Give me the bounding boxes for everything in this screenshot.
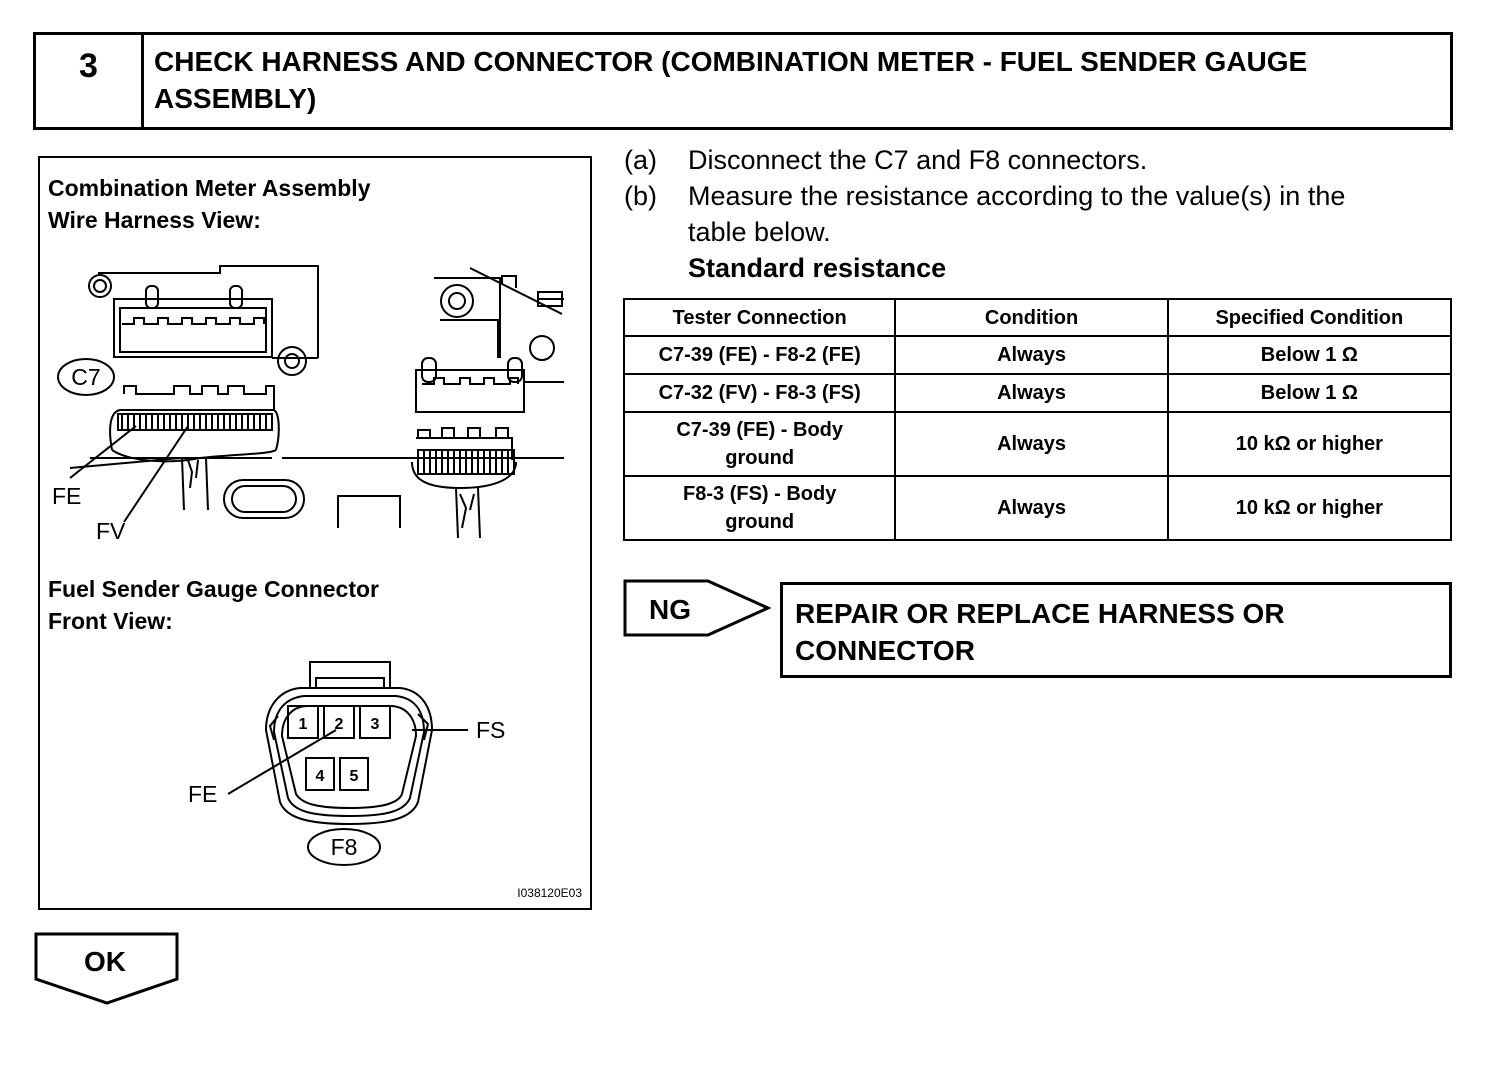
ng-arrow-shape xyxy=(625,581,768,635)
ng-action-box xyxy=(780,582,1452,678)
pin-2-label: 2 xyxy=(334,716,344,733)
cell-specified: Below 1 Ω xyxy=(1168,374,1451,412)
table-row xyxy=(624,412,1451,476)
instruction-b-line2: table below. xyxy=(688,217,831,247)
cell-specified: 10 kΩ or higher xyxy=(1168,412,1451,476)
fs-label: FS xyxy=(476,717,506,743)
instruction-a xyxy=(624,142,1454,178)
sender-title-line2: Front View: xyxy=(48,608,173,634)
cell-connection: C7-39 (FE) - F8-2 (FE) xyxy=(624,336,895,374)
image-code: I038120E03 xyxy=(517,886,582,900)
instruction-a-text: Disconnect the C7 and F8 connectors. xyxy=(688,145,1148,175)
instruction-b-label: (b) xyxy=(624,181,657,211)
header-specified-condition: Specified Condition xyxy=(1168,299,1451,336)
cell-connection-line2: ground xyxy=(725,511,795,533)
ng-action-line2: CONNECTOR xyxy=(795,635,975,666)
fe-leader-line xyxy=(70,426,136,478)
cell-connection-line1: C7-39 (FE) - Body xyxy=(676,419,844,441)
cell-connection-line1: F8-3 (FS) - Body xyxy=(683,483,837,505)
pin-3-label: 3 xyxy=(370,716,380,733)
connector-figure xyxy=(38,156,592,910)
step-header xyxy=(33,32,1453,130)
table-header-row xyxy=(624,299,1451,336)
table-row xyxy=(624,374,1451,412)
instruction-b xyxy=(624,178,1454,250)
connector-drawing xyxy=(40,158,594,912)
pin-1-label: 1 xyxy=(298,716,308,733)
instructions xyxy=(624,142,1454,286)
standard-resistance-heading: Standard resistance xyxy=(688,253,947,283)
ok-arrow-tag xyxy=(33,931,181,1007)
f8-upper-connector-drawing xyxy=(282,268,564,538)
pin-5-label: 5 xyxy=(349,768,359,785)
table-row xyxy=(624,476,1451,540)
fe-top-label: FE xyxy=(52,483,82,509)
ok-label: OK xyxy=(84,946,126,977)
cell-connection: C7-32 (FV) - F8-3 (FS) xyxy=(624,374,895,412)
c7-label: C7 xyxy=(71,364,101,390)
instruction-b-line1: Measure the resistance according to the value(s) in the xyxy=(688,181,1346,211)
cell-specified: Below 1 Ω xyxy=(1168,336,1451,374)
cell-connection xyxy=(624,476,895,540)
f8-front-view-drawing xyxy=(228,662,468,824)
step-number: 3 xyxy=(36,35,144,127)
table-row xyxy=(624,336,1451,374)
cell-connection-line2: ground xyxy=(725,447,795,469)
fv-label: FV xyxy=(96,518,126,544)
sender-title-line1: Fuel Sender Gauge Connector xyxy=(48,576,379,602)
fe-bottom-label: FE xyxy=(188,781,218,807)
cell-condition: Always xyxy=(895,336,1167,374)
cell-condition: Always xyxy=(895,412,1167,476)
resistance-table xyxy=(623,298,1452,541)
c7-upper-connector-drawing xyxy=(89,266,318,375)
ng-arrow-tag xyxy=(622,578,772,640)
meter-title-line2: Wire Harness View: xyxy=(48,207,261,233)
instruction-a-label: (a) xyxy=(624,145,657,175)
f8-label: F8 xyxy=(330,834,358,860)
ng-label: NG xyxy=(649,594,691,625)
step-title-line2: ASSEMBLY) xyxy=(154,83,317,114)
header-condition: Condition xyxy=(895,299,1167,336)
cell-condition: Always xyxy=(895,476,1167,540)
pin-4-label: 4 xyxy=(315,768,325,785)
fv-leader-line xyxy=(124,426,188,522)
meter-title-line1: Combination Meter Assembly xyxy=(48,175,371,201)
ng-action-line1: REPAIR OR REPLACE HARNESS OR xyxy=(795,598,1285,629)
cell-condition: Always xyxy=(895,374,1167,412)
instruction-b-text xyxy=(688,178,1345,250)
header-tester-connection: Tester Connection xyxy=(624,299,895,336)
cell-connection xyxy=(624,412,895,476)
step-title xyxy=(144,35,1450,127)
cell-specified: 10 kΩ or higher xyxy=(1168,476,1451,540)
step-title-line1: CHECK HARNESS AND CONNECTOR (COMBINATION METER - FUEL SENDER GAUGE xyxy=(154,46,1308,77)
